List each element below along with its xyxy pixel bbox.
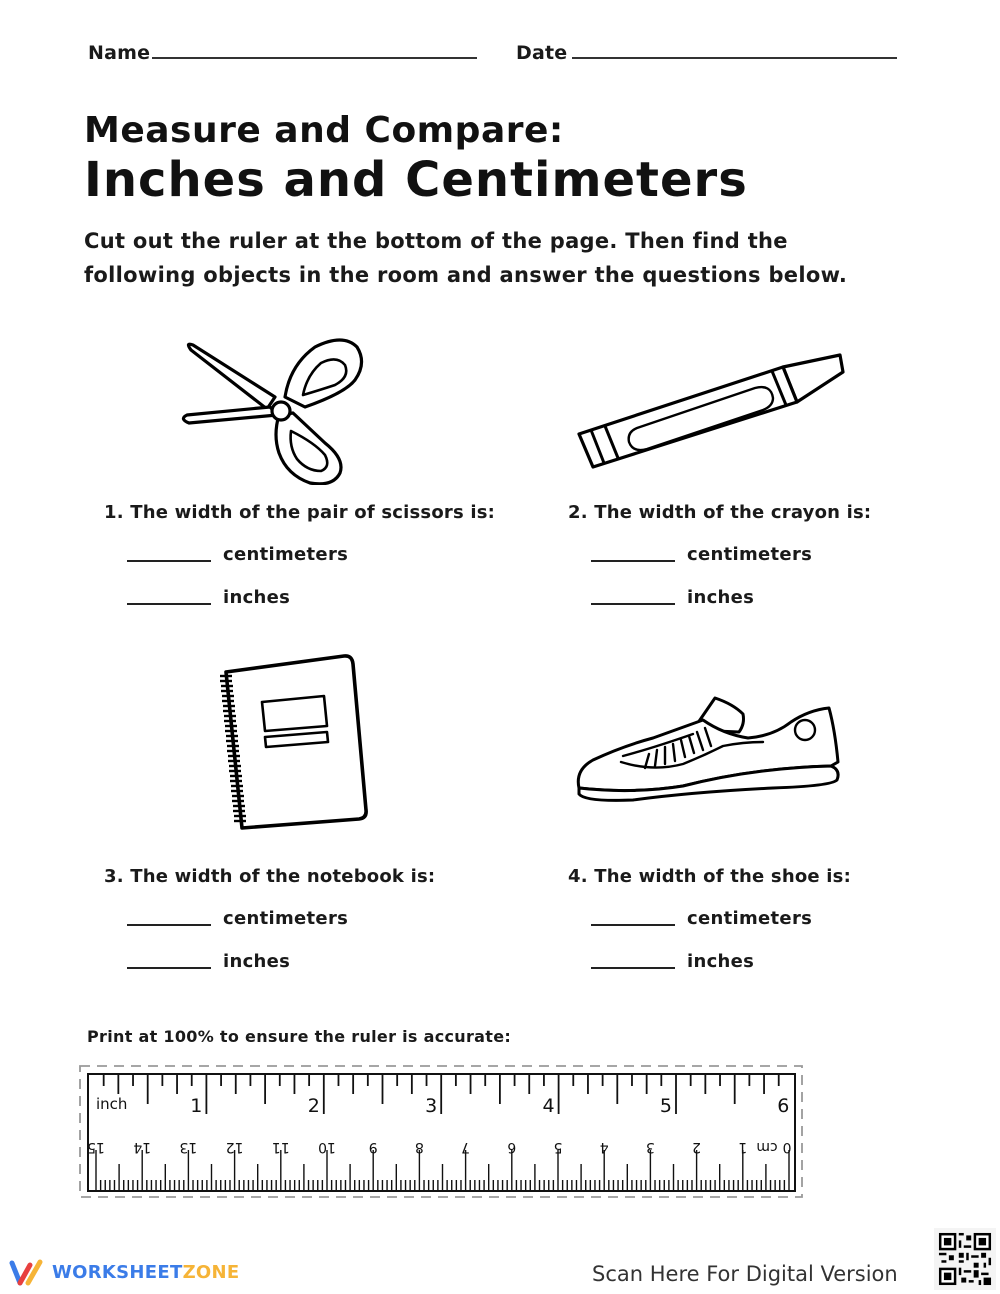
- cm-number: 10: [318, 1139, 336, 1155]
- scissors-icon: [175, 335, 370, 485]
- name-label: Name: [88, 42, 151, 64]
- cm-number: 11: [271, 1139, 290, 1155]
- inch-number: 1: [190, 1095, 203, 1117]
- q3-in-answer-field[interactable]: [127, 967, 211, 969]
- q1-cm-answer-field[interactable]: [127, 560, 211, 562]
- name-field[interactable]: [152, 57, 477, 59]
- q4-in-answer-field[interactable]: [591, 967, 675, 969]
- shoe-icon: [573, 690, 843, 802]
- question-2: 2. The width of the crayon is:: [568, 502, 872, 523]
- inch-number: 2: [307, 1095, 320, 1117]
- cm-number: 1: [738, 1139, 748, 1155]
- instructions-line-2: following objects in the room and answer the questions below.: [84, 263, 848, 287]
- print-note: Print at 100% to ensure the ruler is accurate:: [87, 1027, 512, 1046]
- cm-number: 12: [225, 1139, 244, 1155]
- cm-number: 4: [599, 1139, 609, 1155]
- date-label: Date: [516, 42, 568, 64]
- cm-number: 15: [87, 1139, 105, 1155]
- crayon-icon: [575, 350, 850, 470]
- inch-label: inch: [96, 1095, 128, 1113]
- q3-cm-label: centimeters: [223, 908, 349, 929]
- page-subtitle: Measure and Compare:: [84, 110, 564, 151]
- q2-in-answer-field[interactable]: [591, 603, 675, 605]
- q1-cm-label: centimeters: [223, 544, 349, 565]
- instructions: [84, 224, 847, 292]
- cm-number: 2: [692, 1139, 702, 1155]
- scan-text: Scan Here For Digital Version: [592, 1262, 898, 1286]
- notebook-icon: [212, 652, 372, 832]
- q2-in-label: inches: [687, 587, 755, 608]
- brand-name-part1: WORKSHEET: [52, 1262, 183, 1283]
- logo-w-icon: [8, 1258, 48, 1288]
- q3-in-label: inches: [223, 951, 291, 972]
- q4-in-label: inches: [687, 951, 755, 972]
- cm-number: 14: [133, 1139, 152, 1155]
- brand-name-part2: ZONE: [182, 1262, 240, 1283]
- worksheet-zone-logo[interactable]: [8, 1258, 48, 1288]
- cm-number: 0: [782, 1139, 792, 1155]
- q1-in-answer-field[interactable]: [127, 603, 211, 605]
- date-field[interactable]: [572, 57, 897, 59]
- cutout-ruler[interactable]: [78, 1063, 806, 1201]
- q2-cm-label: centimeters: [687, 544, 813, 565]
- inch-number: 4: [542, 1095, 555, 1117]
- inch-number: 5: [659, 1095, 672, 1117]
- ruler-graphic: [78, 1063, 806, 1201]
- cm-number: 5: [553, 1139, 563, 1155]
- q3-cm-answer-field[interactable]: [127, 924, 211, 926]
- cm-number: 13: [179, 1139, 198, 1155]
- cm-label: cm: [756, 1139, 778, 1155]
- cm-number: 8: [414, 1139, 424, 1155]
- inch-number: 6: [777, 1095, 790, 1117]
- cm-number: 3: [645, 1139, 655, 1155]
- cm-number: 6: [507, 1139, 517, 1155]
- cm-number: 9: [368, 1139, 378, 1155]
- page-title: Inches and Centimeters: [84, 152, 748, 208]
- q4-cm-answer-field[interactable]: [591, 924, 675, 926]
- cm-number: 7: [461, 1139, 471, 1155]
- q2-cm-answer-field[interactable]: [591, 560, 675, 562]
- instructions-line-1: Cut out the ruler at the bottom of the page. Then find the: [84, 229, 788, 253]
- question-1: 1. The width of the pair of scissors is:: [104, 502, 496, 523]
- question-4: 4. The width of the shoe is:: [568, 866, 851, 887]
- q1-in-label: inches: [223, 587, 291, 608]
- qr-code-icon[interactable]: [934, 1228, 996, 1290]
- q4-cm-label: centimeters: [687, 908, 813, 929]
- question-3: 3. The width of the notebook is:: [104, 866, 436, 887]
- brand-name: [52, 1262, 240, 1283]
- inch-number: 3: [425, 1095, 438, 1117]
